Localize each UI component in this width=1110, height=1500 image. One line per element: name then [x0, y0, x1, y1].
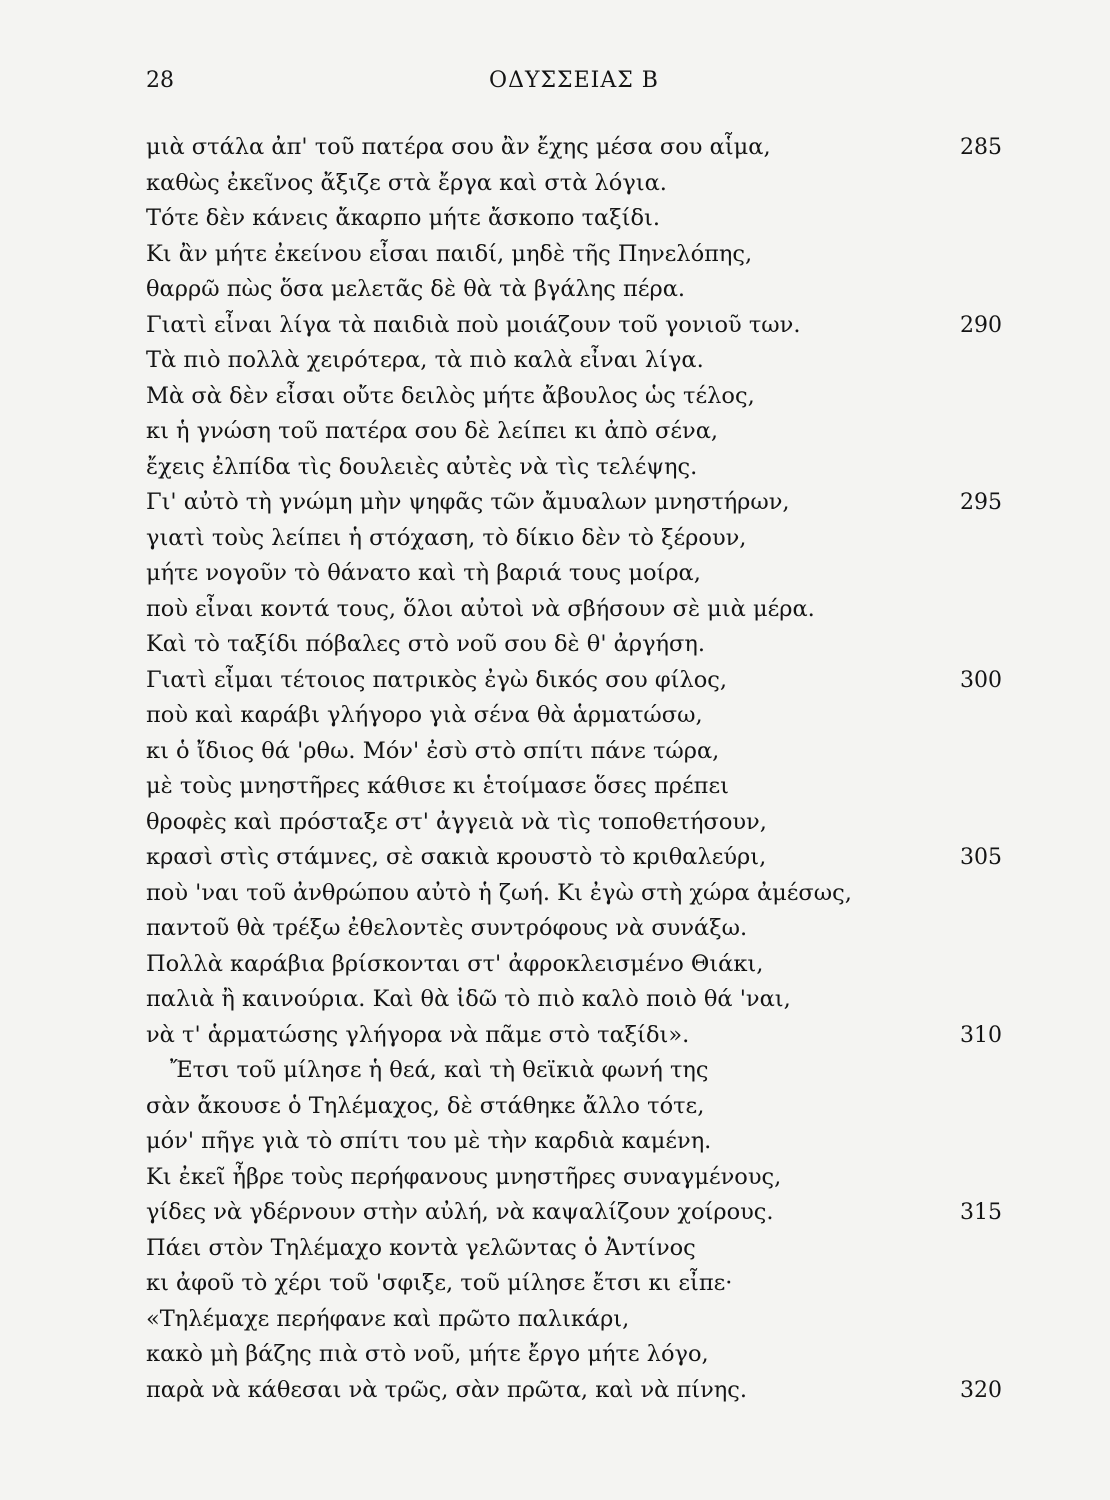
- verse-line: [146, 521, 1002, 557]
- line-number: 285: [960, 135, 1002, 160]
- verse-line: [146, 876, 1002, 912]
- line-number: 315: [960, 1200, 1002, 1225]
- line-number: 310: [960, 1022, 1002, 1048]
- running-title: ΟΔΥΣΣΕΙΑΣ Β: [489, 68, 659, 93]
- verse-text: μόν' πῆγε γιὰ τὸ σπίτι του μὲ τὴν καρδιὰ καμένη.: [146, 1128, 712, 1154]
- verse-line: [146, 272, 1002, 308]
- verse-text: ποὺ καὶ καράβι γλήγορο γιὰ σένα θὰ ἁρματώσω,: [146, 702, 703, 728]
- page-header: [146, 66, 1002, 96]
- verse-line: [146, 734, 1002, 770]
- verse-line: [146, 556, 1002, 592]
- verse-text: Πάει στὸν Τηλέμαχο κοντὰ γελῶντας ὁ Ἀντίνος: [146, 1234, 696, 1261]
- verse-text: κρασὶ στὶς στάμνες, σὲ σακιὰ κρουστὸ τὸ κριθαλεύρι,: [146, 844, 767, 870]
- verse-line: [146, 1231, 1002, 1267]
- verse-text: ποὺ 'ναι τοῦ ἀνθρώπου αὐτὸ ἡ ζωή. Κι ἐγὼ στὴ χώρα ἀμέσως,: [146, 879, 852, 906]
- verse-text: κι ἡ γνώση τοῦ πατέρα σου δὲ λείπει κι ἀπὸ σένα,: [146, 418, 719, 444]
- verse-line: [146, 982, 1002, 1018]
- verse-line: [146, 1373, 1002, 1409]
- verse-block: [146, 130, 1002, 1408]
- verse-text: Γιατὶ εἶμαι τέτοιος πατρικὸς ἐγὼ δικός σου φίλος,: [146, 666, 728, 693]
- verse-line: [146, 379, 1002, 415]
- verse-line: [146, 166, 1002, 202]
- verse-text: Μὰ σὰ δὲν εἶσαι οὔτε δειλὸς μήτε ἄβουλος ὡς τέλος,: [146, 382, 755, 409]
- verse-line: [146, 1195, 1002, 1231]
- verse-text: κι ὁ ἴδιος θά 'ρθω. Μόν' ἐσὺ στὸ σπίτι πάνε τώρα,: [146, 737, 720, 764]
- verse-text: κι ἀφοῦ τὸ χέρι τοῦ 'σφιξε, τοῦ μίλησε ἔτσι κι εἶπε·: [146, 1270, 733, 1296]
- page-number: 28: [146, 68, 174, 93]
- verse-line: [146, 592, 1002, 628]
- verse-text: μήτε νογοῦν τὸ θάνατο καὶ τὴ βαριά τους μοίρα,: [146, 560, 701, 586]
- verse-text: γιατὶ τοὺς λείπει ἡ στόχαση, τὸ δίκιο δὲν τὸ ξέρουν,: [146, 524, 747, 551]
- verse-text: καθὼς ἐκεῖνος ἄξιζε στὰ ἔργα καὶ στὰ λόγια.: [146, 169, 667, 196]
- verse-line: [146, 343, 1002, 379]
- verse-line: [146, 698, 1002, 734]
- verse-text: κακὸ μὴ βάζης πιὰ στὸ νοῦ, μήτε ἔργο μήτε λόγο,: [146, 1341, 709, 1367]
- verse-text: Ἔτσι τοῦ μίλησε ἡ θεά, καὶ τὴ θεϊκιὰ φωνή της: [170, 1057, 709, 1083]
- verse-text: μὲ τοὺς μνηστῆρες κάθισε κι ἑτοίμασε ὅσες πρέπει: [146, 773, 729, 799]
- line-number: 305: [960, 845, 1002, 870]
- line-number: 290: [960, 312, 1002, 338]
- verse-text: θαρρῶ πὼς ὅσα μελετᾶς δὲ θὰ τὰ βγάλης πέρα.: [146, 276, 686, 302]
- verse-text: ἔχεις ἐλπίδα τὶς δουλειὲς αὐτὲς νὰ τὶς τελέψης.: [146, 453, 698, 480]
- verse-line: [146, 947, 1002, 983]
- verse-line: [146, 1302, 1002, 1338]
- verse-line: [146, 414, 1002, 450]
- verse-text: παλιὰ ἢ καινούρια. Καὶ θὰ ἰδῶ τὸ πιὸ καλὸ ποιὸ θά 'ναι,: [146, 986, 791, 1012]
- verse-text: Κι ἐκεῖ ἦβρε τοὺς περήφανους μνηστῆρες συναγμένους,: [146, 1163, 782, 1190]
- verse-text: Γιατὶ εἶναι λίγα τὰ παιδιὰ ποὺ μοιάζουν τοῦ γονιοῦ των.: [146, 311, 801, 338]
- verse-line: [146, 805, 1002, 841]
- verse-line: [146, 911, 1002, 947]
- verse-text: νὰ τ' ἁρματώσης γλήγορα νὰ πᾶμε στὸ ταξίδι».: [146, 1021, 690, 1048]
- line-number: 320: [960, 1377, 1002, 1403]
- verse-line: [146, 769, 1002, 805]
- verse-text: Τότε δὲν κάνεις ἄκαρπο μήτε ἄσκοπο ταξίδι.: [146, 205, 660, 231]
- verse-line: [146, 237, 1002, 273]
- line-number: 295: [960, 490, 1002, 515]
- verse-line: [146, 1018, 1002, 1054]
- verse-text: Καὶ τὸ ταξίδι πόβαλες στὸ νοῦ σου δὲ θ' ἀργήση.: [146, 631, 705, 657]
- verse-line: [146, 1053, 1002, 1089]
- verse-line: [146, 1337, 1002, 1373]
- verse-line: [146, 201, 1002, 237]
- verse-text: Κι ἂν μήτε ἐκείνου εἶσαι παιδί, μηδὲ τῆς Πηνελόπης,: [146, 240, 753, 267]
- verse-line: [146, 1266, 1002, 1302]
- verse-line: [146, 308, 1002, 344]
- verse-text: παντοῦ θὰ τρέξω ἐθελοντὲς συντρόφους νὰ συνάξω.: [146, 915, 748, 941]
- verse-line: [146, 1089, 1002, 1125]
- verse-line: [146, 450, 1002, 486]
- verse-line: [146, 1160, 1002, 1196]
- verse-line: [146, 485, 1002, 521]
- verse-text: παρὰ νὰ κάθεσαι νὰ τρῶς, σὰν πρῶτα, καὶ νὰ πίνης.: [146, 1376, 747, 1403]
- verse-text: Πολλὰ καράβια βρίσκονται στ' ἀφροκλεισμένο Θιάκι,: [146, 950, 764, 977]
- verse-text: γίδες νὰ γδέρνουν στὴν αὐλή, νὰ καψαλίζουν χοίρους.: [146, 1199, 774, 1225]
- line-number: 300: [960, 667, 1002, 693]
- verse-text: θροφὲς καὶ πρόσταξε στ' ἀγγειὰ νὰ τὶς τοποθετήσουν,: [146, 808, 767, 835]
- verse-line: [146, 130, 1002, 166]
- verse-line: [146, 1124, 1002, 1160]
- verse-text: μιὰ στάλα ἀπ' τοῦ πατέρα σου ἂν ἔχης μέσα σου αἷμα,: [146, 134, 771, 160]
- verse-line: [146, 840, 1002, 876]
- verse-text: Τὰ πιὸ πολλὰ χειρότερα, τὰ πιὸ καλὰ εἶναι λίγα.: [146, 347, 704, 373]
- verse-text: «Τηλέμαχε περήφανε καὶ πρῶτο παλικάρι,: [146, 1305, 630, 1332]
- verse-text: σὰν ἄκουσε ὁ Τηλέμαχος, δὲ στάθηκε ἄλλο τότε,: [146, 1092, 705, 1119]
- verse-text: Γι' αὐτὸ τὴ γνώμη μὴν ψηφᾶς τῶν ἄμυαλων μνηστήρων,: [146, 489, 790, 515]
- verse-line: [146, 663, 1002, 699]
- verse-text: ποὺ εἶναι κοντά τους, ὅλοι αὐτοὶ νὰ σβήσουν σὲ μιὰ μέρα.: [146, 595, 815, 622]
- verse-line: [146, 627, 1002, 663]
